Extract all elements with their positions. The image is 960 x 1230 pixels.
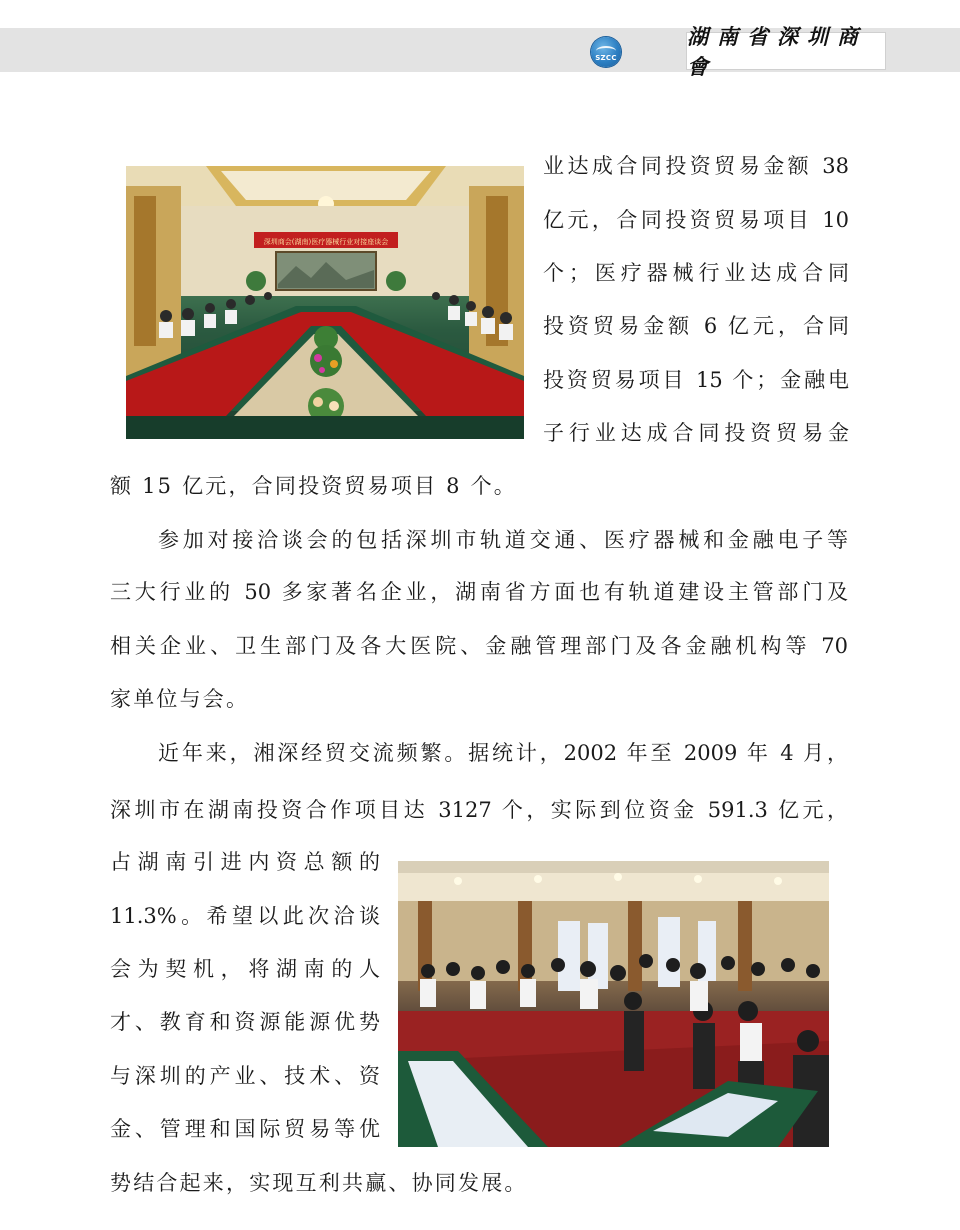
exhibition-hall-photo bbox=[398, 861, 829, 1147]
text-line: 投资贸易金额 6 亿元，合同 bbox=[543, 314, 849, 338]
text-line: 金、管理和国际贸易等优 bbox=[110, 1117, 380, 1141]
org-name-box bbox=[686, 24, 886, 79]
text-line: 11.3%。希望以此次洽谈 bbox=[110, 904, 380, 928]
text-line: 子行业达成合同投资贸易金 bbox=[543, 421, 849, 445]
text-line: 相关企业、卫生部门及各大医院、金融管理部门及各金融机构等 70 bbox=[110, 634, 848, 658]
meeting-room-photo bbox=[126, 166, 524, 439]
text-line: 三大行业的 50 多家著名企业，湖南省方面也有轨道建设主管部门及 bbox=[110, 580, 848, 604]
text-line: 额 15 亿元，合同投资贸易项目 8 个。 bbox=[110, 474, 517, 498]
text-line: 亿元，合同投资贸易项目 10 bbox=[543, 208, 849, 232]
text-line: 会为契机，将湖南的人 bbox=[110, 957, 380, 981]
logo-abbr: SZCC bbox=[595, 54, 617, 62]
text-line: 与深圳的产业、技术、资 bbox=[110, 1064, 380, 1088]
text-line: 才、教育和资源能源优势 bbox=[110, 1010, 380, 1034]
text-line: 个；医疗器械行业达成合同 bbox=[543, 261, 849, 285]
text-line: 参加对接洽谈会的包括深圳市轨道交通、医疗器械和金融电子等 bbox=[158, 528, 848, 552]
chamber-logo-icon bbox=[591, 37, 621, 67]
text-line: 近年来，湘深经贸交流频繁。据统计，2002 年至 2009 年 4 月， bbox=[158, 741, 848, 765]
text-line: 家单位与会。 bbox=[110, 687, 250, 711]
text-line: 占湖南引进内资总额的 bbox=[110, 850, 380, 874]
text-line: 势结合起来，实现互利共赢、协同发展。 bbox=[110, 1171, 528, 1195]
text-line: 深圳市在湖南投资合作项目达 3127 个，实际到位资金 591.3 亿元， bbox=[110, 798, 848, 822]
org-name: 湖南省深圳商會 bbox=[687, 24, 867, 79]
text-line: 业达成合同投资贸易金额 38 bbox=[543, 154, 849, 178]
meeting-banner-text: 深圳商会(湖南)医疗器械行业对接座谈会 bbox=[263, 238, 389, 246]
text-line: 投资贸易项目 15 个；金融电 bbox=[543, 368, 849, 392]
